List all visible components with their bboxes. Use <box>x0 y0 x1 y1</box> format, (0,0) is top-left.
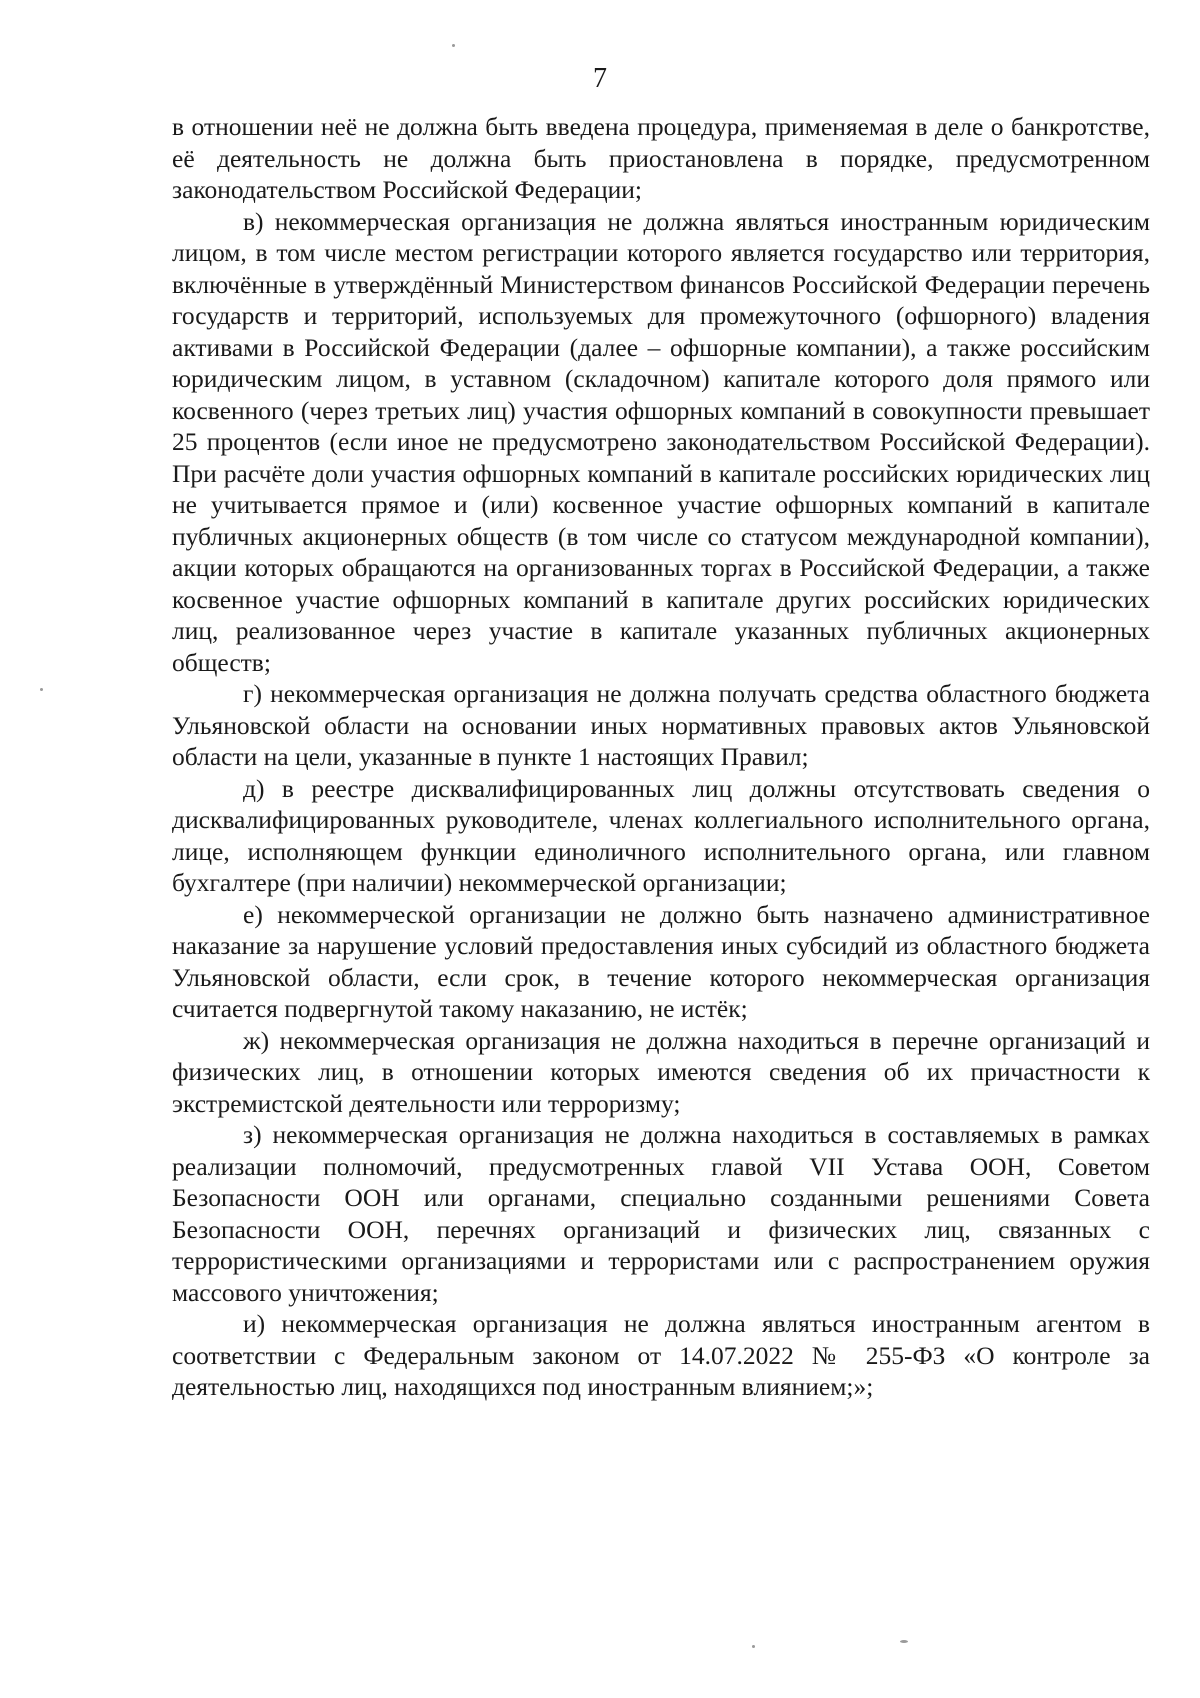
document-body <box>172 111 1150 1403</box>
scan-speck <box>752 1645 755 1648</box>
paragraph-item-i: и) некоммерческая организация не должна являться иностранным агентом в соответствии с Федеральным законом от 14.07.2022 № 255-ФЗ «О контроле за деятельностью лиц, находящихся под иностранным влиянием;»; <box>172 1309 1150 1401</box>
scan-speck <box>452 44 455 47</box>
paragraph-item-v: в) некоммерческая организация не должна являться иностранным юридическим лицом, в том числе местом регистрации которого является государство или территория, включённые в утверждённый Министерством финансов Российской Федерации перечень государств и территорий, используемых для промежуточного (офшорного) владения активами в Российской Федерации (далее – офшорные компании), а также российским юридическим лицом, в уставном (складочном) капитале которого доля прямого или косвенного (через третьих лиц) участия офшорных компаний в совокупности превышает 25 процентов (если иное не предусмотрено законодательством Российской Федерации). При расчёте доли участия офшорных компаний в капитале российских юридических лиц не учитывается прямое и (или) косвенное участие офшорных компаний в капитале публичных акционерных обществ (в том числе со статусом международной компании), акции которых обращаются на организованных торгах в Российской Федерации, а также косвенное участие офшорных компаний в капитале других российских юридических лиц, реализованное через участие в капитале указанных публичных акционерных обществ; <box>172 206 1150 677</box>
paragraph-item-g: г) некоммерческая организация не должна получать средства областного бюджета Ульяновской области на основании иных нормативных правовых актов Ульяновской области на цели, указанные в пункте 1 настоящих Правил; <box>172 679 1150 771</box>
scan-speck <box>900 1640 908 1643</box>
paragraph-item-d: д) в реестре дисквалифицированных лиц должны отсутствовать сведения о дисквалифицированных руководителе, членах коллегиального исполнительного органа, лице, исполняющем функции единоличного исполнительного органа, или главном бухгалтере (при наличии) некоммерческой организации; <box>172 773 1150 897</box>
page-number: 7 <box>593 63 607 94</box>
scan-speck <box>40 688 43 691</box>
paragraph-item-e: е) некоммерческой организации не должно быть назначено административное наказание за нарушение условий предоставления иных субсидий из областного бюджета Ульяновской области, если срок, в течение которого некоммерческая организация считается подвергнутой такому наказанию, не истёк; <box>172 899 1150 1023</box>
paragraph-item-z: з) некоммерческая организация не должна находиться в составляемых в рамках реализации полномочий, предусмотренных главой VII Устава ООН, Советом Безопасности ООН или органами, специально созданными решениями Совета Безопасности ООН, перечнях организаций и физических лиц, связанных с террористическими организациями и террористами или с распространением оружия массового уничтожения; <box>172 1120 1150 1307</box>
paragraph-item-zh: ж) некоммерческая организация не должна находиться в перечне организаций и физических лиц, в отношении которых имеются сведения об их причастности к экстремистской деятельности или терроризму; <box>172 1025 1150 1118</box>
paragraph-continuation: в отношении неё не должна быть введена процедура, применяемая в деле о банкротстве, её деятельность не должна быть приостановлена в порядке, предусмотренном законодательством Российской Федерации; <box>172 112 1150 204</box>
